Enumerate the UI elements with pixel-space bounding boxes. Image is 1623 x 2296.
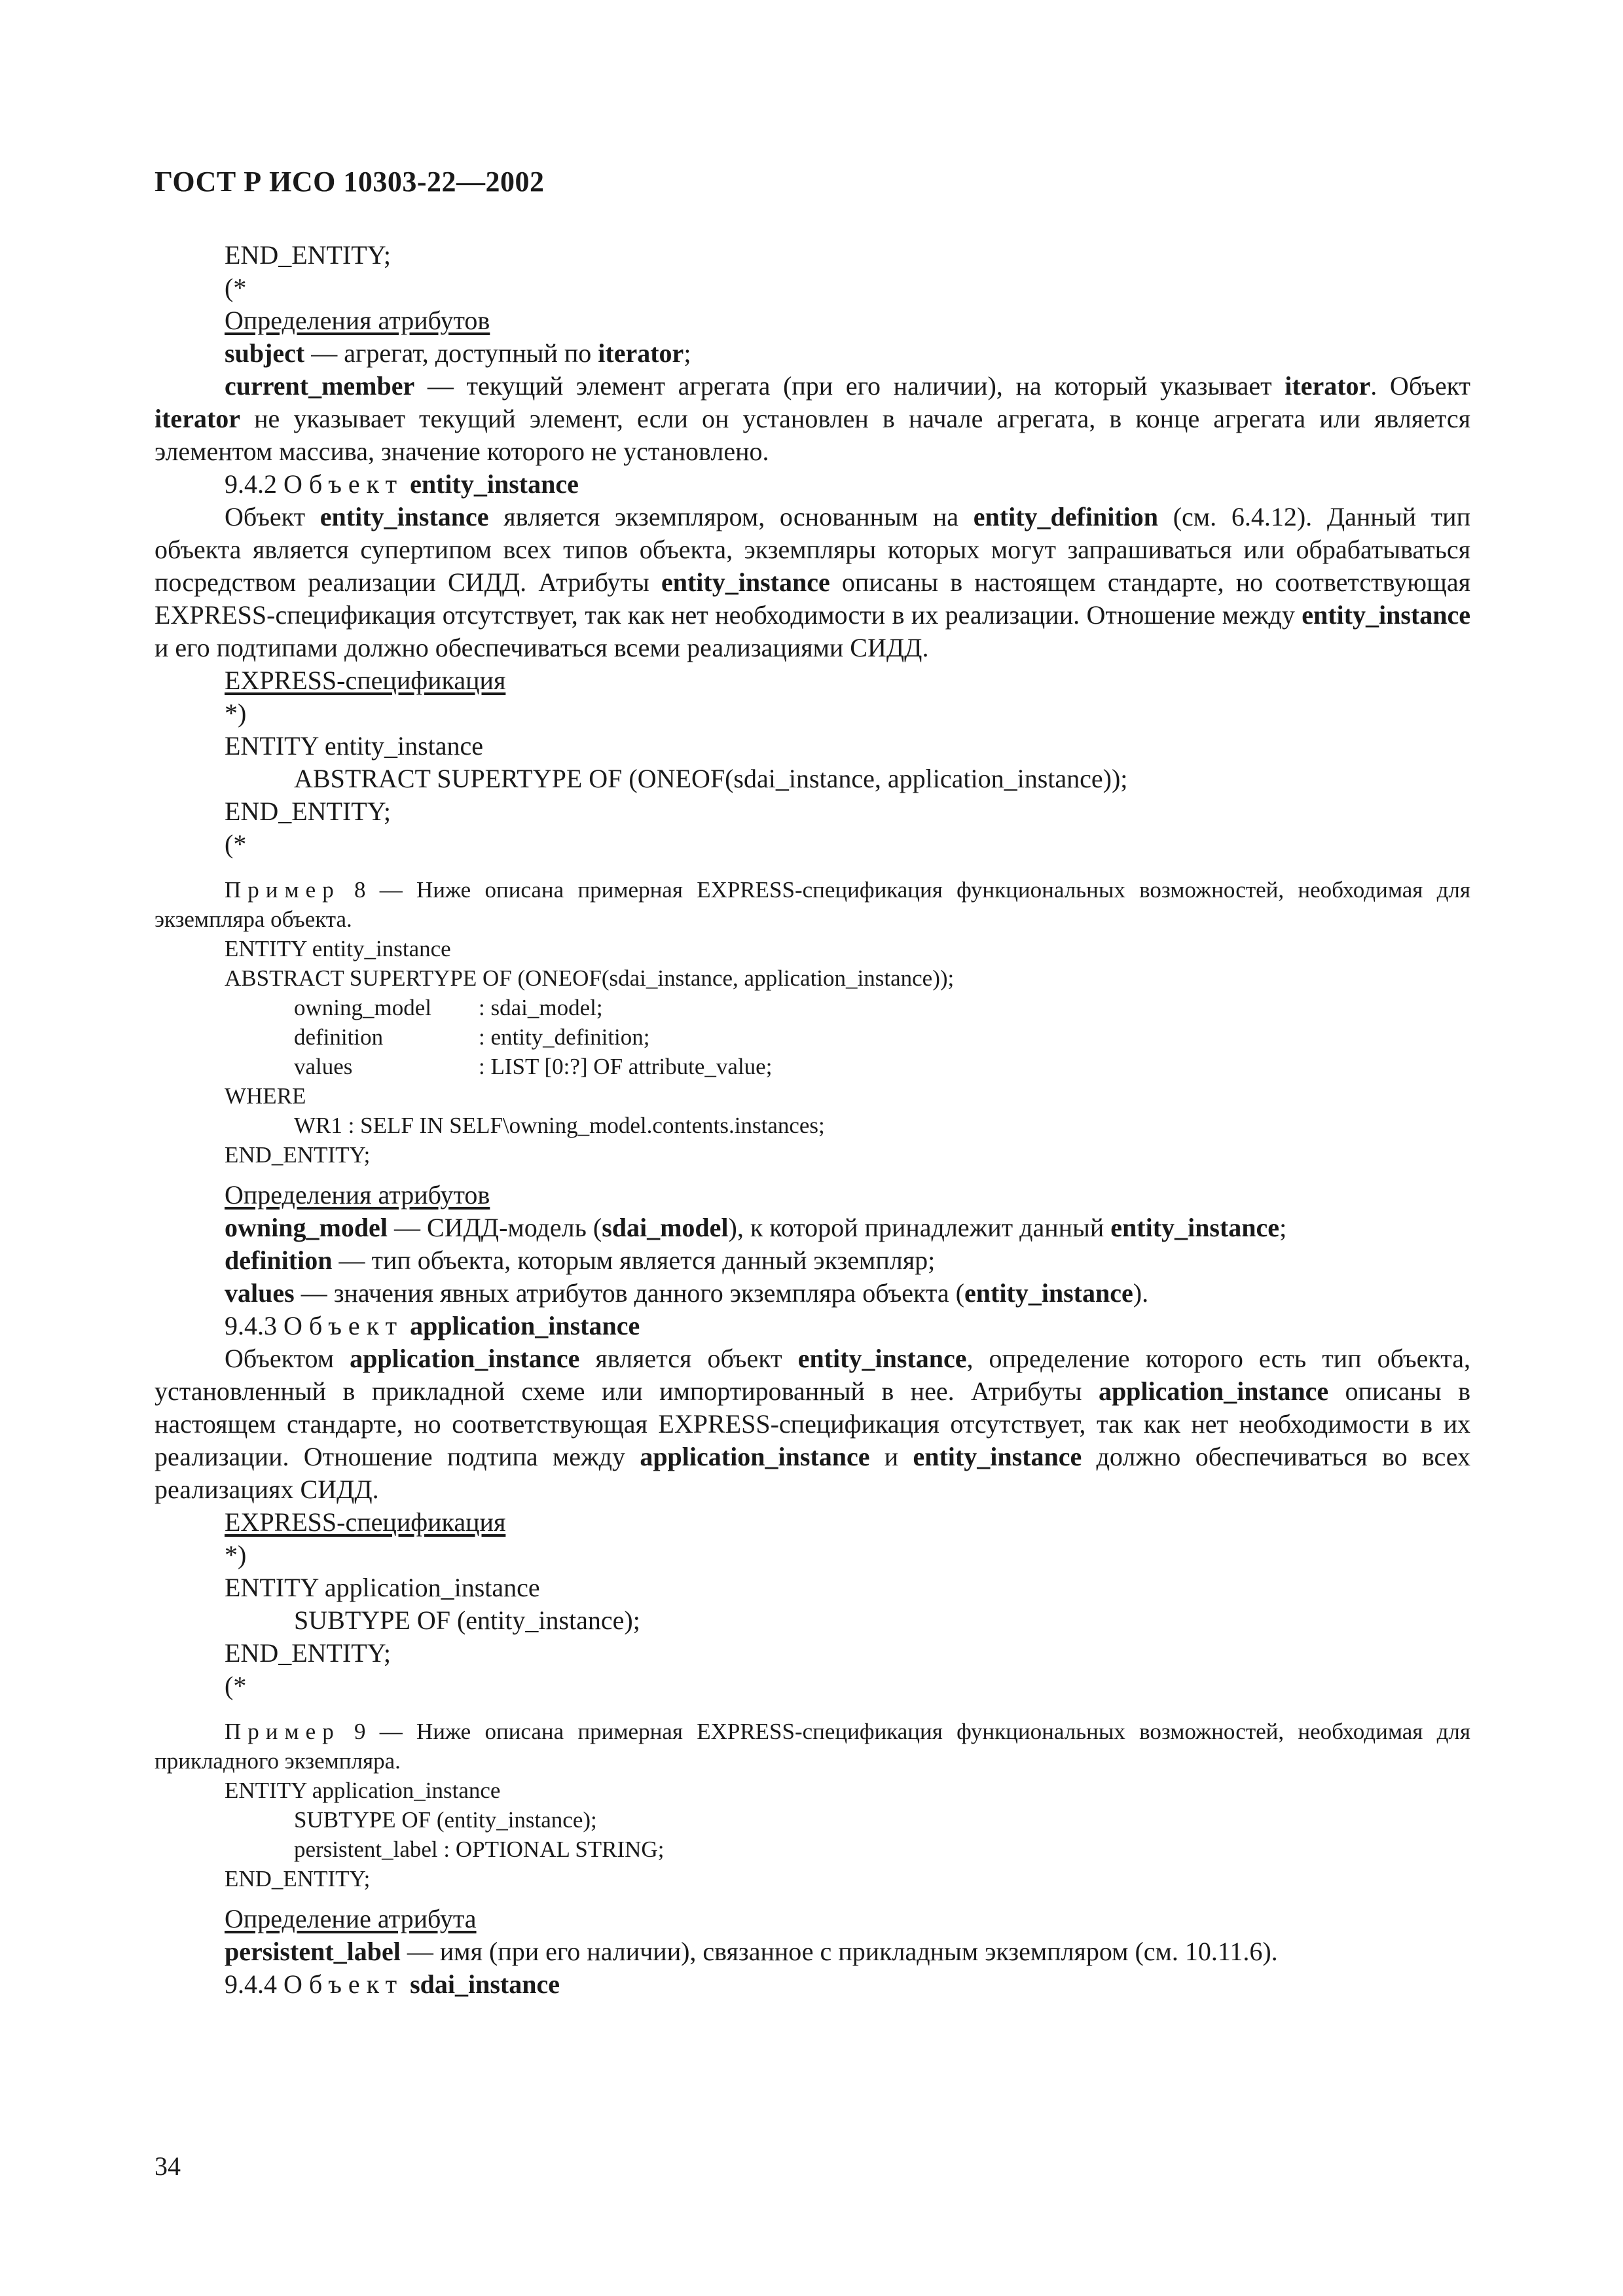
- attribute-definition: persistent_label — имя (при его наличии), связанное с прикладным экземпляром (см. 10.11.6).: [225, 1937, 1278, 1966]
- code-line: END_ENTITY;: [225, 797, 392, 826]
- example-note: Пример 9 — Ниже описана примерная EXPRESS-спецификация функциональных возможностей, необходимая для прикладного экземпляра.: [155, 1719, 1470, 1774]
- section-heading-9-4-3: 9.4.3 Объект application_instance: [225, 1311, 640, 1340]
- page-number: 34: [155, 2151, 181, 2181]
- code-line: values : LIST [0:?] OF attribute_value;: [294, 1054, 773, 1079]
- code-line: *): [225, 1540, 247, 1570]
- code-line: definition : entity_definition;: [294, 1024, 650, 1050]
- example-9: [155, 1717, 1470, 1893]
- attribute-definition: values — значения явных атрибутов данного экземпляра объекта (entity_instance).: [225, 1278, 1149, 1308]
- attribute-definition: owning_model — СИДД-модель (sdai_model), к которой принадлежит данный entity_instance;: [225, 1213, 1287, 1242]
- code-line: ENTITY entity_instance: [225, 731, 484, 761]
- code-line: *): [225, 698, 247, 728]
- code-line: (*: [225, 1671, 247, 1700]
- code-line: ENTITY application_instance: [225, 1778, 501, 1803]
- section-heading-9-4-2: 9.4.2 Объект entity_instance: [225, 469, 579, 499]
- code-line: END_ENTITY;: [225, 240, 392, 270]
- page-body: [155, 239, 1470, 2001]
- paragraph: Объектом application_instance является объект entity_instance, определение которого есть тип объекта, установленный в прикладной схеме или импортированный в нее. Атрибуты application_instance описаны в настоящем стандарте, но соответствующая EXPRESS-спецификация отсутствует, так как нет необходимости в их реализации. Отношение подтипа между application_instance и entity_instance должно обеспечиваться во всех реализациях СИДД.: [155, 1344, 1471, 1504]
- page-header: ГОСТ Р ИСО 10303-22—2002: [155, 166, 545, 198]
- code-line: owning_model : sdai_model;: [294, 995, 603, 1020]
- code-line: WHERE: [225, 1083, 306, 1109]
- code-line: END_ENTITY;: [225, 1142, 371, 1168]
- attribute-definition-heading: Определение атрибута: [225, 1904, 477, 1933]
- code-line: persistent_label : OPTIONAL STRING;: [294, 1837, 665, 1862]
- code-line: SUBTYPE OF (entity_instance);: [294, 1605, 640, 1635]
- example-8: [155, 875, 1470, 1170]
- code-line: (*: [225, 273, 247, 302]
- attribute-definitions-heading: Определения атрибутов: [225, 306, 490, 335]
- code-line: ABSTRACT SUPERTYPE OF (ONEOF(sdai_instance, application_instance));: [225, 965, 955, 991]
- attribute-definition: subject — агрегат, доступный по iterator;: [225, 338, 691, 368]
- attribute-definition: current_member — текущий элемент агрегата (при его наличии), на который указывает iterator. Объект iterator не указывает текущий элемент, если он установлен в начале агрегата, в конце агрегата или является элементом массива, значение которого не установлено.: [155, 371, 1470, 466]
- express-spec-heading: EXPRESS-спецификация: [225, 666, 506, 695]
- attribute-definition: definition — тип объекта, которым является данный экземпляр;: [225, 1246, 936, 1275]
- express-spec-heading: EXPRESS-спецификация: [225, 1507, 506, 1537]
- code-line: ENTITY application_instance: [225, 1573, 540, 1602]
- code-line: END_ENTITY;: [225, 1866, 371, 1892]
- code-line: ENTITY entity_instance: [225, 936, 451, 961]
- code-line: END_ENTITY;: [225, 1638, 392, 1668]
- code-line: (*: [225, 829, 247, 859]
- attribute-definitions-heading: Определения атрибутов: [225, 1180, 490, 1210]
- code-line: WR1 : SELF IN SELF\owning_model.contents.instances;: [294, 1113, 825, 1138]
- section-heading-9-4-4: 9.4.4 Объект sdai_instance: [225, 1969, 560, 1999]
- code-line: SUBTYPE OF (entity_instance);: [294, 1807, 597, 1833]
- example-note: Пример 8 — Ниже описана примерная EXPRESS-спецификация функциональных возможностей, необходимая для экземпляра объекта.: [155, 877, 1470, 932]
- paragraph: Объект entity_instance является экземпляром, основанным на entity_definition (см. 6.4.12). Данный тип объекта является супертипом всех типов объекта, экземпляры которых могут запрашиваться или обрабатываться посредством реализации СИДД. Атрибуты entity_instance описаны в настоящем стандарте, но соответствующая EXPRESS-спецификация отсутствует, так как нет необходимости в их реализации. Отношение между entity_instance и его подтипами должно обеспечиваться всеми реализациями СИДД.: [155, 502, 1470, 662]
- code-line: ABSTRACT SUPERTYPE OF (ONEOF(sdai_instance, application_instance));: [294, 764, 1128, 793]
